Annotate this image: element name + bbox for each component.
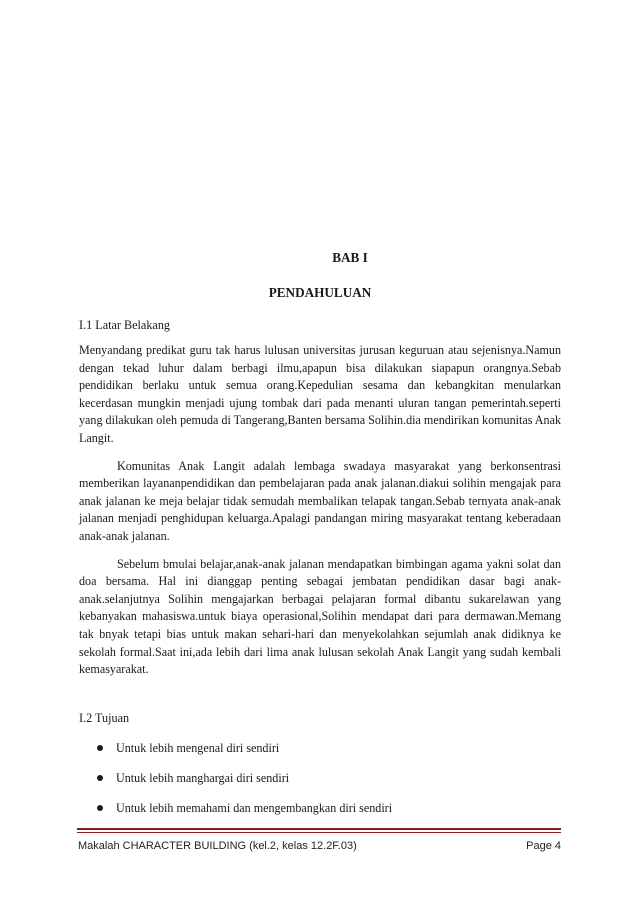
paragraph: Sebelum bmulai belajar,anak-anak jalanan mendapatkan bimbingan agama yakni solat dan doa bersama. Hal ini dianggap penting sebagai jembatan pendidikan dasar bagi anak-anak.selanjutnya Solihin mengajarkan berbagai pelajaran formal dibantu sukarelawan yang kebanyakan mahasiswa.untuk biaya operasional,Solihin mendapat dari para dermawan.Memang tak bnyak tetapi bias untuk makan sehari-hari dan menyekolahkan sejumlah anak didiknya ke sekolah formal.Saat ini,ada lebih dari lima anak lulusan sekolah Anak Langit yang sudah kembali kemasyarakat. bbox=[79, 556, 561, 677]
paragraph: Komunitas Anak Langit adalah lembaga swadaya masyarakat yang berkonsentrasi memberikan layananpendidikan dan pembelajaran pada anak jalanan.diakui solihin mengajak para anak jalanan ke meja belajar tidak semudah membalikan telapak tangan.Sebab ternyata anak-anak jalanan menjadi penghidupan keluarga.Apalagi pandangan miring masyarakat tentang keberadaan anak-anak jalanan. bbox=[79, 458, 561, 543]
list-item-text: Untuk lebih mengenal diri sendiri bbox=[116, 740, 280, 755]
paragraph: Menyandang predikat guru tak harus lulusan universitas jurusan keguruan atau sejenisnya.Namun dengan tekad luhur dalam berbagi ilmu,apapun bisa dilakukan siapapun orangnya.Sebab pendidikan berlaku untuk semua orang.Kepedulian sesama dan kebangkitan menularkan kecerdasan mungkin menjadi ujung tombak dari pada menanti uluran tangan pemerintah.seperti yang dilakukan oleh pemuda di Tangerang,Banten bersama Solihin.dia mendirikan komunitas Anak Langit. bbox=[79, 343, 561, 445]
list-item-text: Untuk lebih memahami dan mengembangkan diri sendiri bbox=[116, 800, 393, 815]
footer-title: Makalah CHARACTER BUILDING (kel.2, kelas 12.2F.03) bbox=[78, 840, 357, 852]
list-item bbox=[79, 800, 561, 816]
tujuan-list bbox=[79, 740, 561, 816]
chapter-title: PENDAHULUAN bbox=[268, 285, 372, 300]
section-heading-tujuan: I.2 Tujuan bbox=[79, 710, 130, 725]
list-item-text: Untuk lebih manghargai diri sendiri bbox=[116, 770, 290, 785]
section-heading-latar-belakang: I.1 Latar Belakang bbox=[79, 318, 171, 332]
page-number: Page 4 bbox=[526, 840, 561, 852]
page-content bbox=[79, 250, 561, 830]
chapter-number: BAB I bbox=[332, 250, 368, 265]
list-item bbox=[79, 740, 561, 756]
bullet-icon bbox=[97, 775, 103, 781]
bullet-icon bbox=[97, 745, 103, 751]
footer-rule-thin bbox=[77, 832, 561, 833]
footer-rule bbox=[77, 828, 561, 830]
list-item bbox=[79, 770, 561, 786]
bullet-icon bbox=[97, 805, 103, 811]
